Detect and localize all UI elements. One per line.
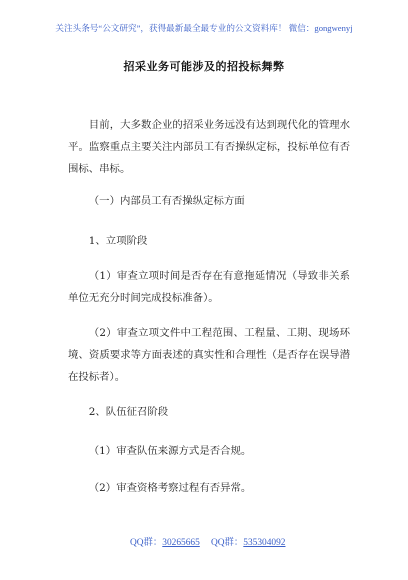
section-heading: （一）内部员工有否操纵定标方面 [88, 195, 245, 207]
footer-qq-group-2 [211, 534, 285, 548]
header-banner: 关注头条号“公文研究”，获得最新最全最专业的公文资料库！ 微信：gongwenyj [55, 23, 353, 33]
footer-qq-number[interactable]: 30265665 [162, 538, 200, 548]
footer-qq-label: QQ群： [130, 538, 163, 548]
footer [0, 534, 408, 554]
list-item: （1）审查立项时间是否存在有意拖延情况（导致非关系单位无充分时间完成投标准备）。 [68, 270, 350, 304]
list-item: （2）审查立项文件中工程范围、工程量、工期、现场环境、资质要求等方面表述的真实性和合理性（是否存在误导潜在投标者）。 [68, 327, 350, 383]
footer-qq-label: QQ群： [211, 538, 244, 548]
intro-paragraph: 目前，大多数企业的招采业务远没有达到现代化的管理水平。监察重点主要关注内部员工有否操纵定标，投标单位有否围标、串标。 [68, 119, 350, 175]
list-item: （2）审查资格考察过程有否异常。 [88, 482, 252, 494]
subsection-heading: 1、立项阶段 [88, 235, 148, 247]
footer-qq-number[interactable]: 535304092 [243, 538, 286, 548]
subsection-heading: 2、队伍征召阶段 [88, 406, 169, 418]
list-item: （1）审查队伍来源方式是否合规。 [88, 445, 252, 457]
document-title: 招采业务可能涉及的招投标舞弊 [123, 60, 285, 73]
footer-qq-group-1 [130, 534, 200, 548]
